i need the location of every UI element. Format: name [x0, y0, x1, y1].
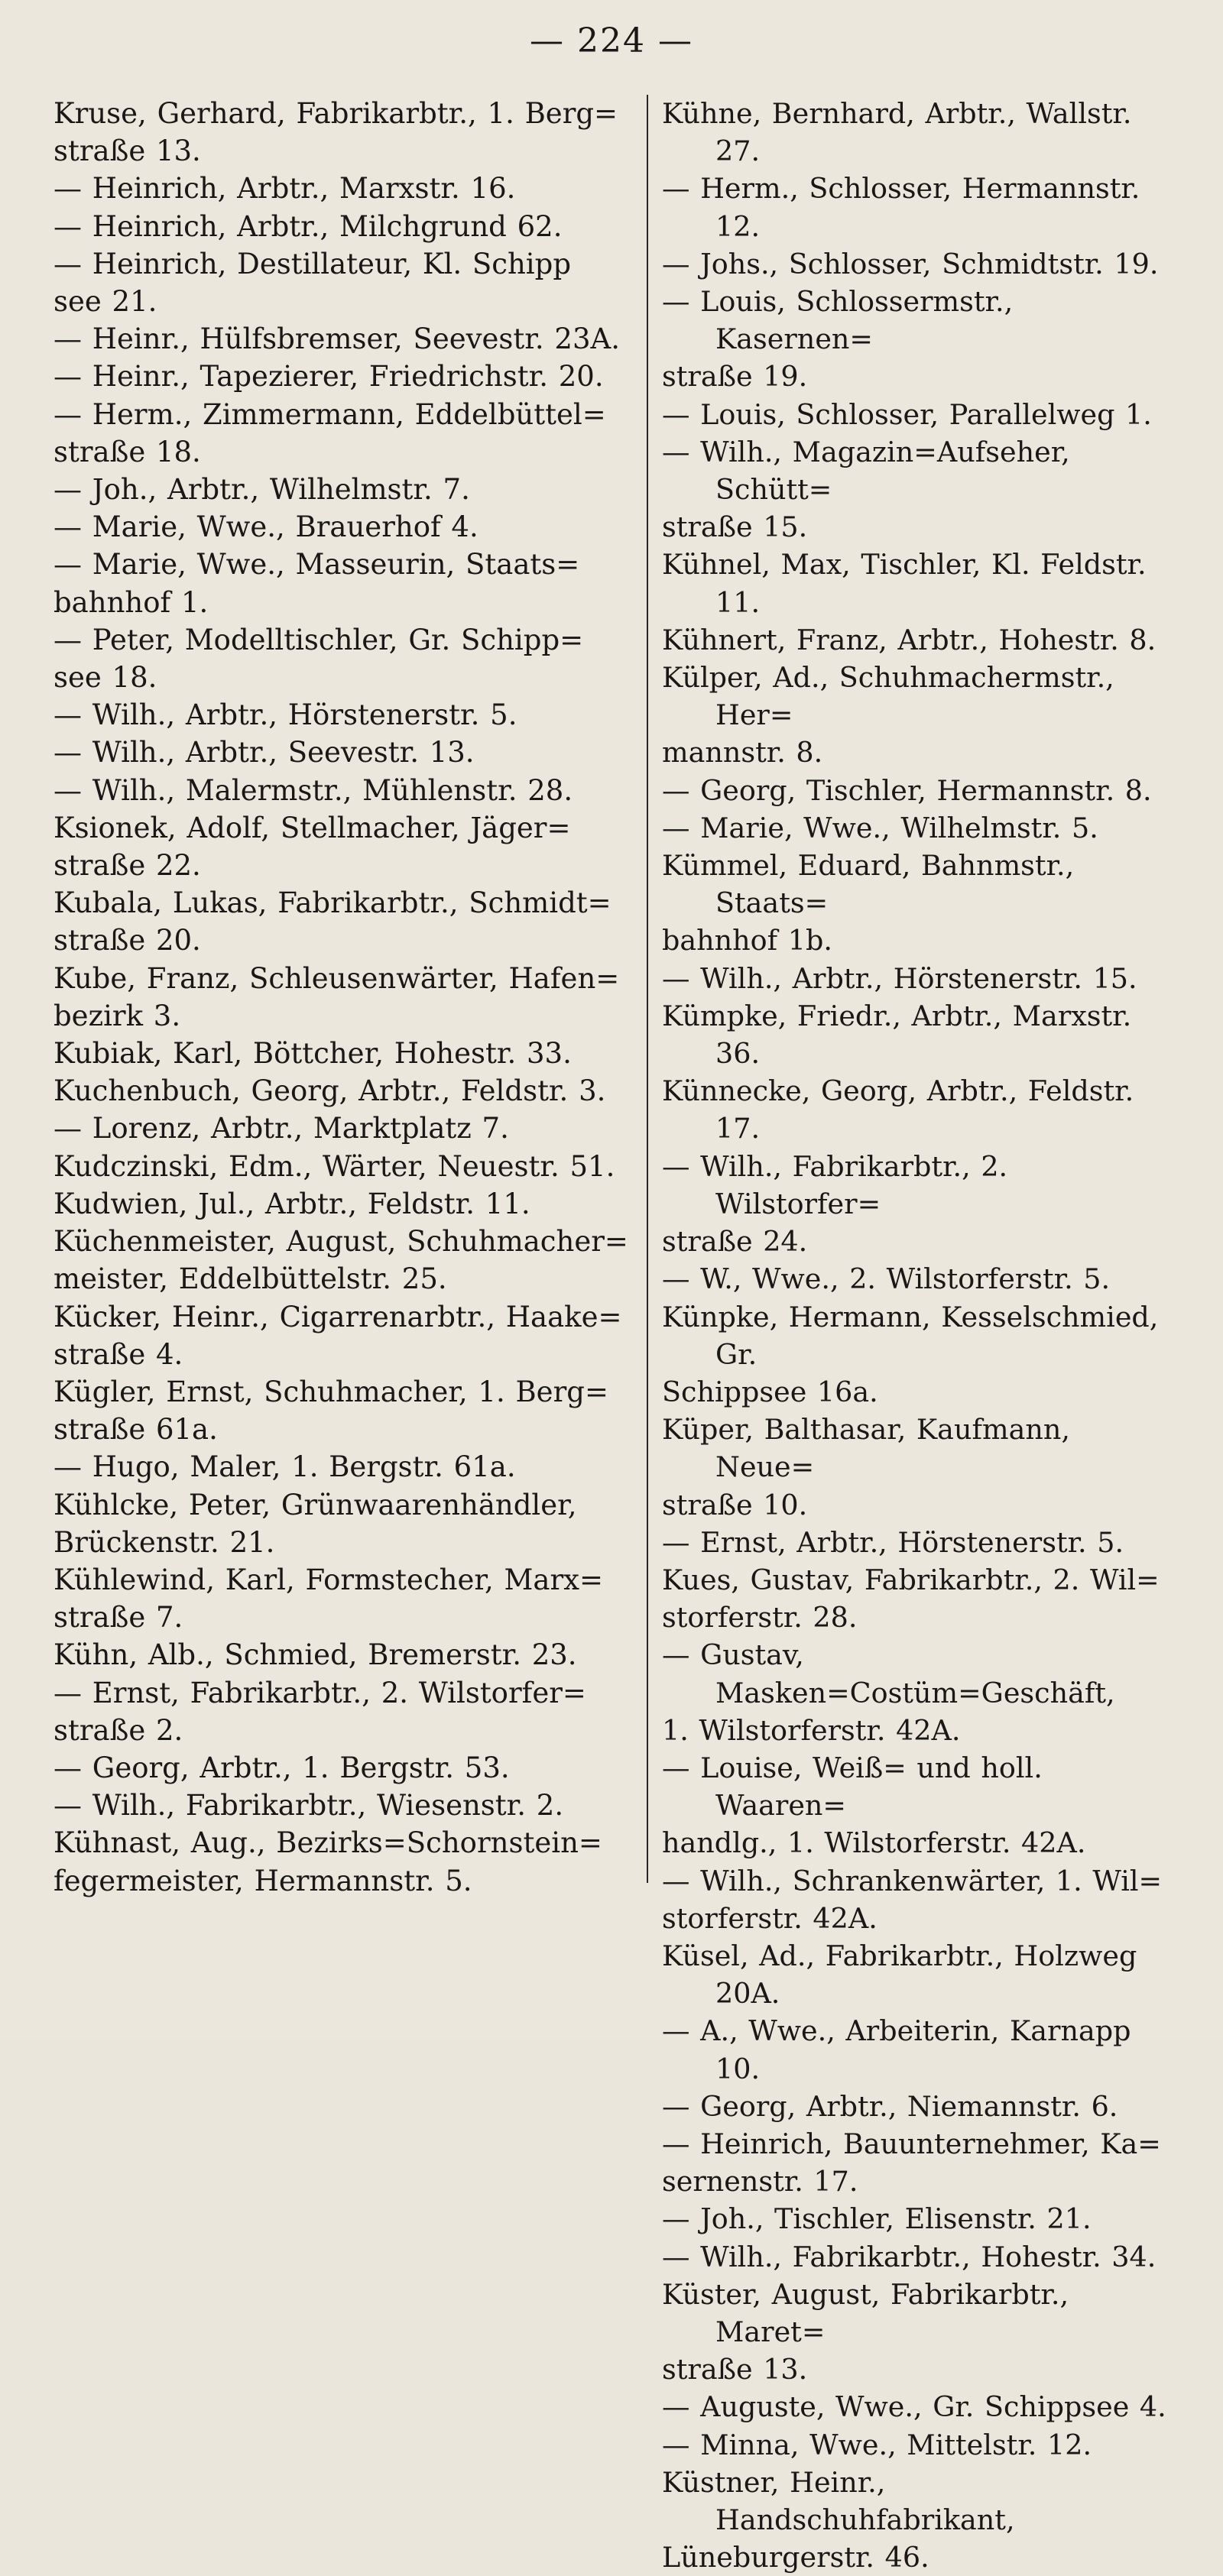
entry-line: — Minna, Wwe., Mittelstr. 12.	[662, 2428, 1092, 2461]
directory-entry	[662, 1862, 1177, 1937]
entry-line: straße 13.	[54, 134, 201, 168]
entry-line: — Louis, Schlossermstr., Kasernen=	[662, 285, 1014, 356]
entry-line: Kügler, Ernst, Schuhmacher, 1. Berg=	[54, 1375, 608, 1408]
entry-line: Schippsee 16a.	[662, 1375, 878, 1408]
entry-line: straße 24.	[662, 1225, 808, 1259]
directory-entry	[662, 2388, 1177, 2425]
entry-line: — Herm., Zimmermann, Eddelbüttel=	[54, 397, 606, 431]
entry-line: Kühlewind, Karl, Formstecher, Marx=	[54, 1563, 604, 1596]
entry-line: — Joh., Arbtr., Wilhelmstr. 7.	[54, 473, 470, 507]
directory-entry	[662, 2088, 1177, 2125]
directory-entry	[662, 1937, 1177, 2012]
entry-line: handlg., 1. Wilstorferstr. 42A.	[662, 1826, 1086, 1860]
entry-line: — Heinr., Hülfsbremser, Seevestr. 23A.	[54, 322, 620, 356]
directory-entry	[54, 696, 637, 734]
left-column	[54, 95, 647, 1990]
directory-entry	[54, 508, 637, 546]
directory-entry	[54, 1561, 637, 1636]
entry-line: — Louise, Weiß= und holl. Waaren=	[662, 1751, 1043, 1823]
directory-entry	[54, 358, 637, 395]
entry-line: Kudczinski, Edm., Wärter, Neuestr. 51.	[54, 1149, 615, 1183]
entry-line: Kudwien, Jul., Arbtr., Feldstr. 11.	[54, 1187, 530, 1220]
entry-line: Künnecke, Georg, Arbtr., Feldstr. 17.	[662, 1074, 1134, 1145]
directory-entry	[662, 2012, 1177, 2087]
entry-line: straße 61a.	[54, 1413, 218, 1447]
entry-line: — Ernst, Arbtr., Hörstenerstr. 5.	[662, 1525, 1124, 1559]
entry-line: — Joh., Tischler, Elisenstr. 21.	[662, 2202, 1092, 2236]
directory-entry	[662, 433, 1177, 546]
directory-entry	[54, 1636, 637, 1674]
entry-line: Kube, Franz, Schleusenwärter, Hafen=	[54, 961, 620, 995]
entry-line: Kühnert, Franz, Arbtr., Hohestr. 8.	[662, 623, 1156, 656]
entry-line: — Wilh., Arbtr., Seevestr. 13.	[54, 736, 475, 770]
entry-line: bezirk 3.	[54, 999, 181, 1032]
entry-line: sernenstr. 17.	[662, 2165, 858, 2199]
directory-entry	[662, 621, 1177, 659]
directory-entry	[662, 1411, 1177, 1524]
entry-line: — Wilh., Malermstr., Mühlenstr. 28.	[54, 773, 573, 807]
directory-entry	[54, 1787, 637, 1824]
directory-entry	[662, 772, 1177, 809]
directory-entry	[54, 884, 637, 959]
directory-entry	[662, 2125, 1177, 2200]
directory-entry	[662, 95, 1177, 170]
entry-line: straße 18.	[54, 435, 201, 468]
entry-line: Kühnast, Aug., Bezirks=Schornstein=	[54, 1826, 602, 1860]
entry-line: — Wilh., Schrankenwärter, 1. Wil=	[662, 1864, 1163, 1897]
entry-line: Küchenmeister, August, Schuhmacher=	[54, 1225, 628, 1259]
directory-entry	[662, 1260, 1177, 1298]
entry-line: — W., Wwe., 2. Wilstorferstr. 5.	[662, 1262, 1111, 1296]
entry-line: — Louis, Schlosser, Parallelweg 1.	[662, 397, 1152, 431]
entry-line: Kubiak, Karl, Böttcher, Hohestr. 33.	[54, 1037, 572, 1071]
entry-line: Kühlcke, Peter, Grünwaarenhändler,	[54, 1488, 577, 1521]
directory-entry	[662, 809, 1177, 847]
entry-line: Kücker, Heinr., Cigarrenarbtr., Haake=	[54, 1300, 622, 1333]
entry-line: fegermeister, Hermannstr. 5.	[54, 1864, 472, 1897]
entry-line: — Wilh., Fabrikarbtr., Hohestr. 34.	[662, 2240, 1156, 2273]
entry-line: — Wilh., Magazin=Aufseher, Schütt=	[662, 435, 1070, 507]
entry-line: — Wilh., Fabrikarbtr., 2. Wilstorfer=	[662, 1149, 1008, 1220]
directory-entry	[54, 621, 637, 696]
entry-line: straße 15.	[662, 510, 808, 544]
directory-entry	[54, 1824, 637, 1899]
entry-line: — Herm., Schlosser, Hermannstr. 12.	[662, 172, 1140, 243]
entry-line: Kues, Gustav, Fabrikarbtr., 2. Wil=	[662, 1563, 1160, 1596]
entry-line: straße 13.	[662, 2353, 808, 2386]
entry-line: — Marie, Wwe., Masseurin, Staats=	[54, 548, 580, 582]
entry-line: — Heinrich, Destillateur, Kl. Schipp	[54, 247, 571, 280]
entry-line: bahnhof 1.	[54, 585, 209, 619]
directory-entry	[54, 1110, 637, 1147]
directory-entry	[54, 1072, 637, 1110]
entry-line: — A., Wwe., Arbeiterin, Karnapp 10.	[662, 2014, 1131, 2085]
entry-line: Ksionek, Adolf, Stellmacher, Jäger=	[54, 811, 571, 844]
directory-entry	[54, 170, 637, 207]
entry-line: straße 2.	[54, 1713, 183, 1747]
entry-line: Kühne, Bernhard, Arbtr., Wallstr. 27.	[662, 97, 1132, 168]
directory-entry	[662, 546, 1177, 621]
entry-line: Küper, Balthasar, Kaufmann, Neue=	[662, 1413, 1070, 1484]
entry-line: 1. Wilstorferstr. 42A.	[662, 1713, 961, 1747]
entry-line: — Wilh., Fabrikarbtr., Wiesenstr. 2.	[54, 1789, 564, 1823]
directory-entry	[662, 2276, 1177, 2389]
directory-entry	[662, 1072, 1177, 1147]
directory-entry	[54, 320, 637, 358]
entry-line: — Wilh., Arbtr., Hörstenerstr. 5.	[54, 698, 517, 732]
entry-line: — Johs., Schlosser, Schmidtstr. 19.	[662, 247, 1159, 280]
entry-line: Kruse, Gerhard, Fabrikarbtr., 1. Berg=	[54, 97, 618, 130]
directory-entry	[662, 1524, 1177, 1561]
entry-line: — Wilh., Arbtr., Hörstenerstr. 15.	[662, 961, 1137, 995]
directory-entry	[54, 396, 637, 471]
entry-line: — Heinrich, Bauunternehmer, Ka=	[662, 2127, 1161, 2160]
directory-entry	[54, 960, 637, 1035]
entry-line: Küsel, Ad., Fabrikarbtr., Holzweg 20A.	[662, 1939, 1137, 2011]
entry-line: storferstr. 28.	[662, 1601, 858, 1635]
entry-line: Kümpke, Friedr., Arbtr., Marxstr. 36.	[662, 999, 1132, 1071]
entry-line: straße 7.	[54, 1601, 183, 1635]
entry-line: see 18.	[54, 661, 157, 695]
entry-line: — Marie, Wwe., Brauerhof 4.	[54, 510, 478, 544]
directory-entry	[662, 1636, 1177, 1749]
entry-line: straße 4.	[54, 1337, 183, 1371]
directory-entry	[54, 809, 637, 884]
directory-entry	[662, 1298, 1177, 1411]
directory-entry	[662, 1749, 1177, 1862]
directory-entry	[662, 659, 1177, 772]
directory-entry	[54, 1749, 637, 1787]
entry-line: meister, Eddelbüttelstr. 25.	[54, 1262, 447, 1296]
directory-entry	[54, 1148, 637, 1185]
directory-entry	[662, 960, 1177, 997]
entry-line: Brückenstr. 21.	[54, 1525, 275, 1559]
entry-line: Külper, Ad., Schuhmachermstr., Her=	[662, 661, 1114, 732]
directory-entry	[662, 2426, 1177, 2464]
directory-entry	[54, 734, 637, 771]
directory-entry	[54, 1223, 637, 1298]
entry-line: — Ernst, Fabrikarbtr., 2. Wilstorfer=	[54, 1676, 586, 1709]
entry-line: — Georg, Tischler, Hermannstr. 8.	[662, 773, 1152, 807]
entry-line: — Heinrich, Arbtr., Marxstr. 16.	[54, 172, 516, 206]
entry-line: — Heinrich, Arbtr., Milchgrund 62.	[54, 209, 563, 243]
directory-entry	[54, 245, 637, 320]
right-column	[648, 95, 1177, 2574]
directory-entry	[54, 1448, 637, 1486]
directory-entry	[662, 1148, 1177, 1261]
entry-line: Künpke, Hermann, Kesselschmied, Gr.	[662, 1300, 1159, 1371]
directory-entry	[54, 772, 637, 809]
entry-line: — Georg, Arbtr., 1. Bergstr. 53.	[54, 1751, 510, 1784]
entry-line: mannstr. 8.	[662, 736, 823, 770]
entry-line: Kuchenbuch, Georg, Arbtr., Feldstr. 3.	[54, 1074, 606, 1108]
entry-line: Kühn, Alb., Schmied, Bremerstr. 23.	[54, 1638, 577, 1672]
entry-line: storferstr. 42A.	[662, 1901, 878, 1935]
directory-entry	[662, 997, 1177, 1072]
entry-line: — Georg, Arbtr., Niemannstr. 6.	[662, 2089, 1118, 2123]
directory-entry	[662, 847, 1177, 960]
directory-entry	[662, 1561, 1177, 1636]
entry-line: — Gustav, Masken=Costüm=Geschäft,	[662, 1638, 1115, 1709]
entry-line: Kümmel, Eduard, Bahnmstr., Staats=	[662, 849, 1075, 920]
directory-entry	[662, 283, 1177, 396]
entry-line: Kubala, Lukas, Fabrikarbtr., Schmidt=	[54, 886, 612, 920]
directory-entry	[54, 1373, 637, 1448]
directory-entry	[662, 170, 1177, 245]
entry-line: Kühnel, Max, Tischler, Kl. Feldstr. 11.	[662, 548, 1147, 619]
entry-line: straße 22.	[54, 849, 201, 883]
directory-entry	[662, 2200, 1177, 2237]
entry-line: — Heinr., Tapezierer, Friedrichstr. 20.	[54, 360, 604, 394]
entry-line: — Marie, Wwe., Wilhelmstr. 5.	[662, 811, 1098, 844]
entry-line: — Hugo, Maler, 1. Bergstr. 61a.	[54, 1450, 516, 1484]
directory-entry	[54, 1035, 637, 1072]
directory-entry	[54, 546, 637, 621]
entry-line: Küster, August, Fabrikarbtr., Maret=	[662, 2277, 1069, 2348]
directory-entry	[54, 95, 637, 170]
entry-line: straße 10.	[662, 1488, 808, 1521]
directory-entry	[54, 471, 637, 508]
entry-line: — Lorenz, Arbtr., Marktplatz 7.	[54, 1112, 509, 1145]
entry-line: bahnhof 1b.	[662, 924, 832, 957]
directory-entry	[662, 245, 1177, 283]
directory-entry	[662, 2238, 1177, 2276]
entry-line: Küstner, Heinr., Handschuhfabrikant,	[662, 2465, 1015, 2536]
directory-entry	[54, 1674, 637, 1749]
entry-line: straße 20.	[54, 924, 201, 957]
directory-entry	[54, 1185, 637, 1223]
entry-line: see 21.	[54, 285, 157, 319]
page-number: — 224 —	[530, 21, 693, 60]
entry-line: straße 19.	[662, 360, 808, 394]
entry-line: Lüneburgerstr. 46.	[662, 2541, 929, 2574]
entry-line: — Auguste, Wwe., Gr. Schippsee 4.	[662, 2390, 1166, 2424]
columns	[54, 95, 1177, 2574]
directory-entry	[54, 208, 637, 245]
directory-entry	[662, 396, 1177, 433]
directory-entry	[662, 2464, 1177, 2576]
entry-line: — Peter, Modelltischler, Gr. Schipp=	[54, 623, 584, 656]
directory-entry	[54, 1298, 637, 1373]
directory-entry	[54, 1486, 637, 1561]
